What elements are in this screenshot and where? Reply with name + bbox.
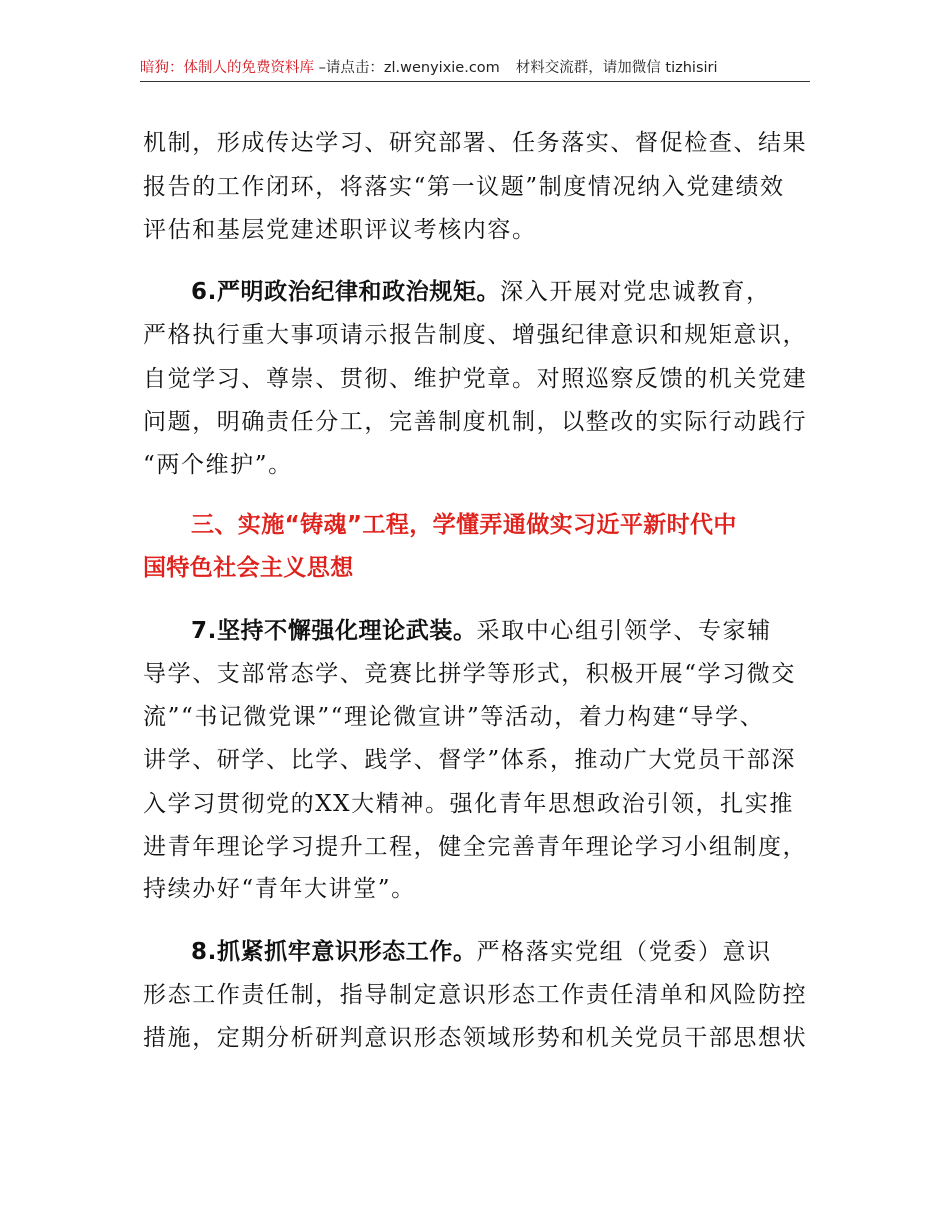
body-line: 流”“书记微党课”“理论微宣讲”等活动，着力构建“导学、 bbox=[143, 704, 765, 730]
section-3-heading-line-2: 国特色社会主义思想 bbox=[143, 555, 354, 581]
header-link-prefix: –请点击： bbox=[314, 60, 384, 76]
body-line: 问题，明确责任分工，完善制度机制，以整改的实际行动践行 bbox=[143, 409, 808, 435]
body-line: “两个维护”。 bbox=[143, 452, 293, 478]
item-8-title: 8.抓紧抓牢意识形态工作。 bbox=[191, 939, 477, 965]
body-line: 讲学、研学、比学、践学、督学”体系，推动广大党员干部深 bbox=[143, 747, 796, 773]
page-header bbox=[140, 58, 810, 82]
item-8-first-line bbox=[191, 937, 772, 967]
item-6-text: 深入开展对党忠诚教育， bbox=[500, 279, 771, 305]
item-7-text: 采取中心组引领学、专家辅 bbox=[476, 618, 772, 644]
item-7-title: 7.坚持不懈强化理论武装。 bbox=[191, 618, 477, 644]
body-line: 措施，定期分析研判意识形态领域形势和机关党员干部思想状 bbox=[143, 1025, 808, 1051]
body-line: 形态工作责任制，指导制定意识形态工作责任清单和风险防控 bbox=[143, 982, 808, 1008]
body-line: 进青年理论学习提升工程，健全完善青年理论学习小组制度， bbox=[143, 834, 808, 860]
item-6-first-line bbox=[191, 277, 771, 307]
header-contact: 材料交流群，请加微信 tizhisiri bbox=[515, 60, 718, 76]
header-link[interactable]: zl.wenyixie.com bbox=[383, 60, 500, 76]
body-line: 严格执行重大事项请示报告制度、增强纪律意识和规矩意识， bbox=[143, 322, 808, 348]
item-8-text: 严格落实党组（党委）意识 bbox=[476, 939, 772, 965]
body-line: 评估和基层党建述职评议考核内容。 bbox=[143, 217, 537, 243]
item-7-first-line bbox=[191, 616, 772, 646]
section-3-heading-line-1: 三、实施“铸魂”工程，学懂弄通做实习近平新时代中 bbox=[191, 512, 737, 538]
header-divider bbox=[140, 81, 810, 82]
body-line: 机制，形成传达学习、研究部署、任务落实、督促检查、结果 bbox=[143, 130, 808, 156]
header-site-name: 暗狗：体制人的免费资料库 bbox=[140, 60, 314, 76]
item-6-title: 6.严明政治纪律和政治规矩。 bbox=[191, 279, 501, 305]
body-line: 报告的工作闭环，将落实“第一议题”制度情况纳入党建绩效 bbox=[143, 174, 785, 200]
body-line: 入学习贯彻党的XX大精神。强化青年思想政治引领，扎实推 bbox=[143, 791, 794, 817]
body-line: 导学、支部常态学、竞赛比拼学等形式，积极开展“学习微交 bbox=[143, 661, 796, 687]
body-line: 自觉学习、尊崇、贯彻、维护党章。对照巡察反馈的机关党建 bbox=[143, 366, 808, 392]
body-line: 持续办好“青年大讲堂”。 bbox=[143, 876, 416, 902]
